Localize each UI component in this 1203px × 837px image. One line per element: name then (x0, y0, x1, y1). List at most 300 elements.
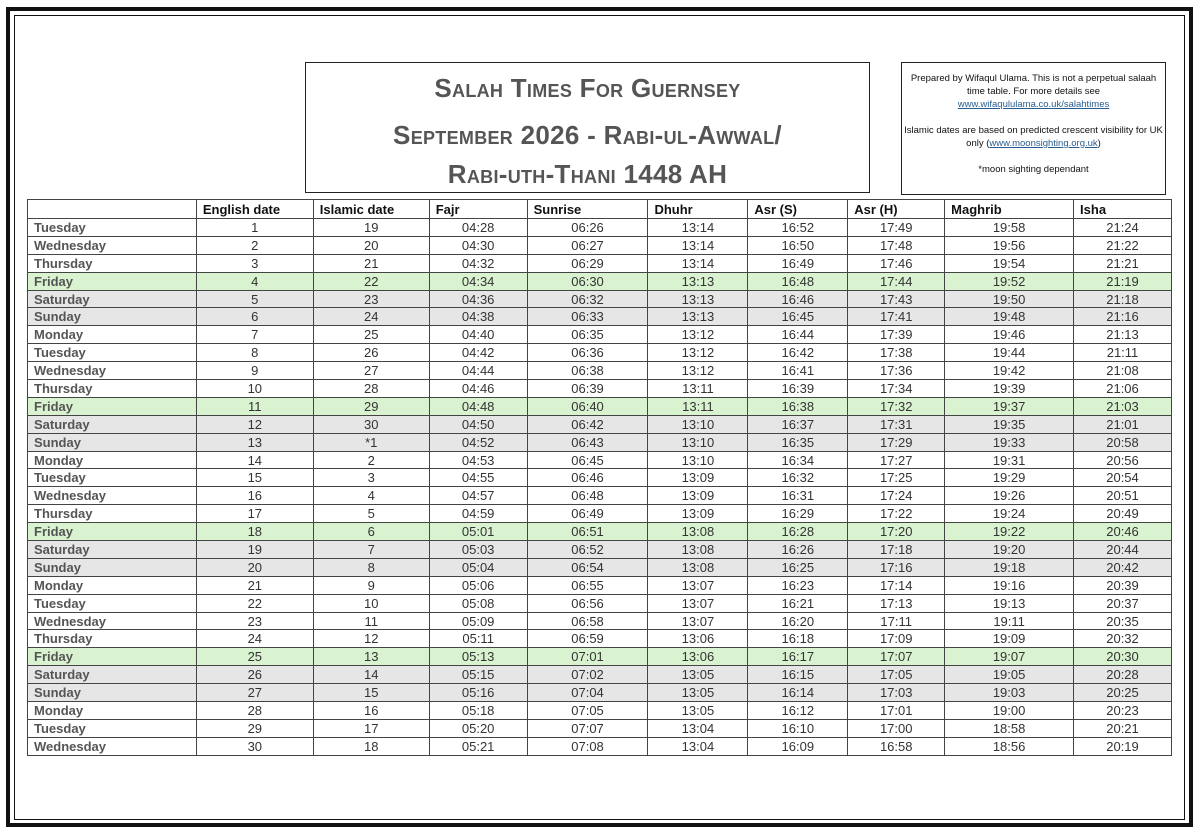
islamic-note-close: ) (1097, 138, 1101, 149)
prepared-note (902, 72, 1165, 111)
cell-maghrib: 19:35 (945, 415, 1074, 433)
cell-maghrib: 19:44 (945, 344, 1074, 362)
cell-asr-h: 17:20 (848, 523, 945, 541)
cell-islamic-date: 30 (313, 415, 429, 433)
cell-asr-s: 16:48 (748, 272, 848, 290)
cell-fajr: 04:36 (429, 290, 527, 308)
cell-maghrib: 19:26 (945, 487, 1074, 505)
cell-fajr: 04:57 (429, 487, 527, 505)
cell-islamic-date: 5 (313, 505, 429, 523)
cell-day: Wednesday (28, 612, 197, 630)
cell-sunrise: 06:43 (527, 433, 648, 451)
cell-fajr: 04:40 (429, 326, 527, 344)
cell-sunrise: 06:27 (527, 236, 648, 254)
cell-asr-s: 16:12 (748, 702, 848, 720)
cell-fajr: 04:38 (429, 308, 527, 326)
cell-isha: 20:44 (1074, 541, 1172, 559)
cell-isha: 20:35 (1074, 612, 1172, 630)
cell-asr-h: 17:44 (848, 272, 945, 290)
cell-day: Friday (28, 397, 197, 415)
salahtimes-link[interactable]: www.wifaqululama.co.uk/salahtimes (957, 99, 1110, 110)
column-header-isha: Isha (1074, 200, 1172, 219)
cell-english-date: 22 (196, 594, 313, 612)
cell-asr-s: 16:41 (748, 362, 848, 380)
table-row (28, 505, 1172, 523)
cell-asr-h: 17:39 (848, 326, 945, 344)
cell-asr-s: 16:17 (748, 648, 848, 666)
cell-english-date: 2 (196, 236, 313, 254)
cell-islamic-date: 29 (313, 397, 429, 415)
table-row (28, 630, 1172, 648)
cell-english-date: 28 (196, 702, 313, 720)
cell-day: Monday (28, 326, 197, 344)
cell-isha: 21:13 (1074, 326, 1172, 344)
cell-asr-h: 17:29 (848, 433, 945, 451)
cell-dhuhr: 13:14 (648, 219, 748, 237)
cell-maghrib: 18:56 (945, 737, 1074, 755)
cell-english-date: 13 (196, 433, 313, 451)
cell-islamic-date: 3 (313, 469, 429, 487)
cell-maghrib: 19:20 (945, 541, 1074, 559)
cell-fajr: 05:21 (429, 737, 527, 755)
cell-islamic-date: 28 (313, 380, 429, 398)
cell-asr-s: 16:50 (748, 236, 848, 254)
cell-maghrib: 19:56 (945, 236, 1074, 254)
cell-day: Thursday (28, 380, 197, 398)
cell-sunrise: 06:40 (527, 397, 648, 415)
cell-islamic-date: 19 (313, 219, 429, 237)
islamic-note-text: Islamic dates are based on predicted crescent visibility for UK only ( (904, 125, 1163, 149)
cell-english-date: 9 (196, 362, 313, 380)
cell-dhuhr: 13:11 (648, 380, 748, 398)
cell-fajr: 05:08 (429, 594, 527, 612)
cell-day: Thursday (28, 630, 197, 648)
cell-asr-h: 17:34 (848, 380, 945, 398)
cell-asr-h: 17:16 (848, 558, 945, 576)
cell-day: Thursday (28, 254, 197, 272)
cell-dhuhr: 13:04 (648, 719, 748, 737)
cell-dhuhr: 13:08 (648, 523, 748, 541)
cell-day: Friday (28, 523, 197, 541)
table-header-row (28, 200, 1172, 219)
cell-asr-h: 17:00 (848, 719, 945, 737)
cell-asr-h: 17:36 (848, 362, 945, 380)
cell-isha: 20:42 (1074, 558, 1172, 576)
cell-asr-s: 16:52 (748, 219, 848, 237)
title-line-1: Salah Times For Guernsey (434, 73, 741, 103)
cell-sunrise: 06:46 (527, 469, 648, 487)
cell-fajr: 04:42 (429, 344, 527, 362)
cell-dhuhr: 13:11 (648, 397, 748, 415)
cell-isha: 21:03 (1074, 397, 1172, 415)
cell-asr-h: 17:25 (848, 469, 945, 487)
cell-isha: 21:08 (1074, 362, 1172, 380)
cell-sunrise: 06:56 (527, 594, 648, 612)
table-body (28, 219, 1172, 756)
table-row (28, 415, 1172, 433)
cell-islamic-date: 12 (313, 630, 429, 648)
cell-fajr: 05:15 (429, 666, 527, 684)
cell-english-date: 11 (196, 397, 313, 415)
cell-asr-s: 16:25 (748, 558, 848, 576)
cell-sunrise: 06:59 (527, 630, 648, 648)
cell-sunrise: 07:07 (527, 719, 648, 737)
cell-day: Tuesday (28, 344, 197, 362)
cell-asr-h: 17:14 (848, 576, 945, 594)
table-row (28, 737, 1172, 755)
column-header-dhuhr: Dhuhr (648, 200, 748, 219)
cell-fajr: 04:59 (429, 505, 527, 523)
column-header-maghrib: Maghrib (945, 200, 1074, 219)
cell-asr-s: 16:38 (748, 397, 848, 415)
cell-asr-s: 16:32 (748, 469, 848, 487)
cell-fajr: 05:06 (429, 576, 527, 594)
cell-english-date: 12 (196, 415, 313, 433)
cell-asr-h: 17:03 (848, 684, 945, 702)
cell-day: Tuesday (28, 219, 197, 237)
cell-sunrise: 07:01 (527, 648, 648, 666)
cell-fajr: 04:44 (429, 362, 527, 380)
cell-asr-h: 17:11 (848, 612, 945, 630)
cell-dhuhr: 13:12 (648, 362, 748, 380)
cell-islamic-date: 8 (313, 558, 429, 576)
table-row (28, 523, 1172, 541)
cell-maghrib: 19:09 (945, 630, 1074, 648)
cell-isha: 21:21 (1074, 254, 1172, 272)
cell-asr-s: 16:35 (748, 433, 848, 451)
cell-fajr: 04:30 (429, 236, 527, 254)
cell-dhuhr: 13:08 (648, 558, 748, 576)
cell-islamic-date: 26 (313, 344, 429, 362)
cell-islamic-date: 16 (313, 702, 429, 720)
cell-day: Monday (28, 576, 197, 594)
cell-fajr: 05:11 (429, 630, 527, 648)
cell-asr-s: 16:29 (748, 505, 848, 523)
cell-asr-s: 16:18 (748, 630, 848, 648)
cell-asr-h: 17:07 (848, 648, 945, 666)
table-row (28, 397, 1172, 415)
cell-dhuhr: 13:05 (648, 702, 748, 720)
table-row (28, 308, 1172, 326)
cell-asr-s: 16:45 (748, 308, 848, 326)
cell-day: Monday (28, 702, 197, 720)
cell-asr-h: 17:13 (848, 594, 945, 612)
cell-sunrise: 07:05 (527, 702, 648, 720)
cell-dhuhr: 13:09 (648, 469, 748, 487)
cell-day: Wednesday (28, 737, 197, 755)
cell-asr-s: 16:28 (748, 523, 848, 541)
table-row (28, 451, 1172, 469)
cell-isha: 20:28 (1074, 666, 1172, 684)
cell-fajr: 04:32 (429, 254, 527, 272)
cell-asr-h: 17:05 (848, 666, 945, 684)
cell-fajr: 05:16 (429, 684, 527, 702)
cell-isha: 21:16 (1074, 308, 1172, 326)
cell-asr-s: 16:14 (748, 684, 848, 702)
cell-isha: 21:19 (1074, 272, 1172, 290)
cell-asr-h: 16:58 (848, 737, 945, 755)
cell-dhuhr: 13:10 (648, 451, 748, 469)
cell-asr-h: 17:46 (848, 254, 945, 272)
cell-maghrib: 19:16 (945, 576, 1074, 594)
cell-sunrise: 06:54 (527, 558, 648, 576)
cell-fajr: 04:52 (429, 433, 527, 451)
cell-day: Wednesday (28, 362, 197, 380)
table-row (28, 719, 1172, 737)
cell-dhuhr: 13:14 (648, 254, 748, 272)
cell-asr-s: 16:21 (748, 594, 848, 612)
cell-asr-h: 17:01 (848, 702, 945, 720)
table-row (28, 684, 1172, 702)
cell-english-date: 21 (196, 576, 313, 594)
cell-asr-h: 17:18 (848, 541, 945, 559)
cell-day: Sunday (28, 558, 197, 576)
table-row (28, 219, 1172, 237)
cell-asr-s: 16:46 (748, 290, 848, 308)
table-row (28, 487, 1172, 505)
cell-fajr: 05:09 (429, 612, 527, 630)
table-row (28, 272, 1172, 290)
cell-english-date: 3 (196, 254, 313, 272)
cell-isha: 21:18 (1074, 290, 1172, 308)
cell-dhuhr: 13:05 (648, 684, 748, 702)
cell-english-date: 5 (196, 290, 313, 308)
cell-dhuhr: 13:13 (648, 308, 748, 326)
cell-islamic-date: 24 (313, 308, 429, 326)
moon-sighting-note: *moon sighting dependant (978, 164, 1089, 175)
column-header-fajr: Fajr (429, 200, 527, 219)
cell-islamic-date: 9 (313, 576, 429, 594)
table-row (28, 254, 1172, 272)
cell-maghrib: 19:33 (945, 433, 1074, 451)
cell-asr-s: 16:23 (748, 576, 848, 594)
cell-isha: 20:30 (1074, 648, 1172, 666)
table-row (28, 576, 1172, 594)
cell-asr-h: 17:22 (848, 505, 945, 523)
cell-asr-s: 16:20 (748, 612, 848, 630)
cell-english-date: 16 (196, 487, 313, 505)
cell-dhuhr: 13:09 (648, 487, 748, 505)
cell-fajr: 05:13 (429, 648, 527, 666)
cell-dhuhr: 13:12 (648, 326, 748, 344)
cell-dhuhr: 13:13 (648, 290, 748, 308)
cell-day: Tuesday (28, 594, 197, 612)
cell-maghrib: 19:58 (945, 219, 1074, 237)
cell-dhuhr: 13:07 (648, 612, 748, 630)
column-header-english-date: English date (196, 200, 313, 219)
column-header-day (28, 200, 197, 219)
cell-islamic-date: 2 (313, 451, 429, 469)
cell-english-date: 8 (196, 344, 313, 362)
table-row (28, 469, 1172, 487)
column-header-islamic-date: Islamic date (313, 200, 429, 219)
cell-islamic-date: 14 (313, 666, 429, 684)
cell-maghrib: 19:05 (945, 666, 1074, 684)
cell-sunrise: 06:33 (527, 308, 648, 326)
cell-maghrib: 19:50 (945, 290, 1074, 308)
table-row (28, 344, 1172, 362)
cell-asr-h: 17:49 (848, 219, 945, 237)
cell-english-date: 26 (196, 666, 313, 684)
cell-islamic-date: 13 (313, 648, 429, 666)
cell-english-date: 4 (196, 272, 313, 290)
title-box (305, 62, 870, 193)
cell-fajr: 05:03 (429, 541, 527, 559)
cell-islamic-date: *1 (313, 433, 429, 451)
cell-maghrib: 19:24 (945, 505, 1074, 523)
cell-sunrise: 07:08 (527, 737, 648, 755)
cell-dhuhr: 13:05 (648, 666, 748, 684)
cell-maghrib: 19:54 (945, 254, 1074, 272)
cell-sunrise: 07:04 (527, 684, 648, 702)
cell-fajr: 04:34 (429, 272, 527, 290)
prepared-text: Prepared by Wifaqul Ulama. This is not a perpetual salaah time table. For more details see (910, 73, 1157, 97)
cell-dhuhr: 13:09 (648, 505, 748, 523)
cell-asr-s: 16:37 (748, 415, 848, 433)
cell-sunrise: 07:02 (527, 666, 648, 684)
cell-asr-s: 16:42 (748, 344, 848, 362)
cell-asr-h: 17:43 (848, 290, 945, 308)
cell-islamic-date: 21 (313, 254, 429, 272)
cell-islamic-date: 7 (313, 541, 429, 559)
cell-english-date: 23 (196, 612, 313, 630)
table-row (28, 666, 1172, 684)
table-row (28, 702, 1172, 720)
cell-fajr: 04:46 (429, 380, 527, 398)
cell-asr-s: 16:39 (748, 380, 848, 398)
cell-fajr: 04:50 (429, 415, 527, 433)
cell-sunrise: 06:52 (527, 541, 648, 559)
cell-day: Monday (28, 451, 197, 469)
cell-english-date: 6 (196, 308, 313, 326)
column-header-asr-h: Asr (H) (848, 200, 945, 219)
cell-dhuhr: 13:04 (648, 737, 748, 755)
cell-maghrib: 19:37 (945, 397, 1074, 415)
cell-english-date: 14 (196, 451, 313, 469)
cell-isha: 20:25 (1074, 684, 1172, 702)
cell-isha: 20:23 (1074, 702, 1172, 720)
cell-day: Thursday (28, 505, 197, 523)
cell-islamic-date: 27 (313, 362, 429, 380)
table-row (28, 236, 1172, 254)
salah-times-table (27, 199, 1172, 756)
table-row (28, 380, 1172, 398)
cell-isha: 20:21 (1074, 719, 1172, 737)
cell-sunrise: 06:45 (527, 451, 648, 469)
cell-english-date: 1 (196, 219, 313, 237)
cell-islamic-date: 18 (313, 737, 429, 755)
column-header-sunrise: Sunrise (527, 200, 648, 219)
cell-isha: 21:01 (1074, 415, 1172, 433)
cell-english-date: 20 (196, 558, 313, 576)
cell-english-date: 17 (196, 505, 313, 523)
cell-fajr: 05:18 (429, 702, 527, 720)
title-line-3: Rabi-uth-Thani 1448 AH (447, 159, 728, 189)
cell-fajr: 04:53 (429, 451, 527, 469)
cell-fajr: 04:28 (429, 219, 527, 237)
column-header-asr-s: Asr (S) (748, 200, 848, 219)
table-row (28, 648, 1172, 666)
cell-isha: 20:39 (1074, 576, 1172, 594)
cell-english-date: 10 (196, 380, 313, 398)
cell-islamic-date: 23 (313, 290, 429, 308)
cell-maghrib: 19:13 (945, 594, 1074, 612)
cell-english-date: 18 (196, 523, 313, 541)
cell-day: Sunday (28, 684, 197, 702)
title-line-2: September 2026 - Rabi-ul-Awwal/ (393, 120, 782, 150)
cell-sunrise: 06:32 (527, 290, 648, 308)
cell-maghrib: 19:18 (945, 558, 1074, 576)
cell-english-date: 29 (196, 719, 313, 737)
table-row (28, 362, 1172, 380)
cell-islamic-date: 20 (313, 236, 429, 254)
cell-sunrise: 06:51 (527, 523, 648, 541)
cell-sunrise: 06:39 (527, 380, 648, 398)
cell-sunrise: 06:35 (527, 326, 648, 344)
cell-isha: 21:22 (1074, 236, 1172, 254)
cell-fajr: 05:20 (429, 719, 527, 737)
cell-asr-h: 17:48 (848, 236, 945, 254)
cell-sunrise: 06:55 (527, 576, 648, 594)
cell-fajr: 04:48 (429, 397, 527, 415)
cell-maghrib: 19:31 (945, 451, 1074, 469)
cell-day: Saturday (28, 541, 197, 559)
cell-asr-s: 16:34 (748, 451, 848, 469)
cell-english-date: 24 (196, 630, 313, 648)
cell-dhuhr: 13:12 (648, 344, 748, 362)
table-row (28, 558, 1172, 576)
cell-maghrib: 19:42 (945, 362, 1074, 380)
cell-isha: 20:51 (1074, 487, 1172, 505)
cell-day: Friday (28, 648, 197, 666)
cell-dhuhr: 13:13 (648, 272, 748, 290)
cell-islamic-date: 17 (313, 719, 429, 737)
cell-islamic-date: 10 (313, 594, 429, 612)
table-row (28, 594, 1172, 612)
cell-english-date: 27 (196, 684, 313, 702)
cell-asr-h: 17:32 (848, 397, 945, 415)
cell-sunrise: 06:26 (527, 219, 648, 237)
cell-maghrib: 19:22 (945, 523, 1074, 541)
cell-maghrib: 19:46 (945, 326, 1074, 344)
cell-day: Saturday (28, 415, 197, 433)
cell-dhuhr: 13:07 (648, 594, 748, 612)
table-row (28, 541, 1172, 559)
cell-maghrib: 19:11 (945, 612, 1074, 630)
cell-sunrise: 06:30 (527, 272, 648, 290)
cell-day: Wednesday (28, 487, 197, 505)
cell-isha: 21:11 (1074, 344, 1172, 362)
cell-dhuhr: 13:06 (648, 630, 748, 648)
islamic-dates-note (902, 124, 1165, 150)
table-row (28, 290, 1172, 308)
cell-english-date: 30 (196, 737, 313, 755)
cell-maghrib: 19:52 (945, 272, 1074, 290)
cell-sunrise: 06:29 (527, 254, 648, 272)
cell-isha: 20:58 (1074, 433, 1172, 451)
cell-islamic-date: 6 (313, 523, 429, 541)
moonsighting-link[interactable]: www.moonsighting.org.uk (989, 138, 1098, 149)
cell-sunrise: 06:58 (527, 612, 648, 630)
cell-maghrib: 19:07 (945, 648, 1074, 666)
cell-english-date: 25 (196, 648, 313, 666)
cell-asr-h: 17:31 (848, 415, 945, 433)
cell-day: Friday (28, 272, 197, 290)
cell-asr-h: 17:41 (848, 308, 945, 326)
cell-day: Sunday (28, 433, 197, 451)
cell-isha: 20:19 (1074, 737, 1172, 755)
cell-islamic-date: 11 (313, 612, 429, 630)
